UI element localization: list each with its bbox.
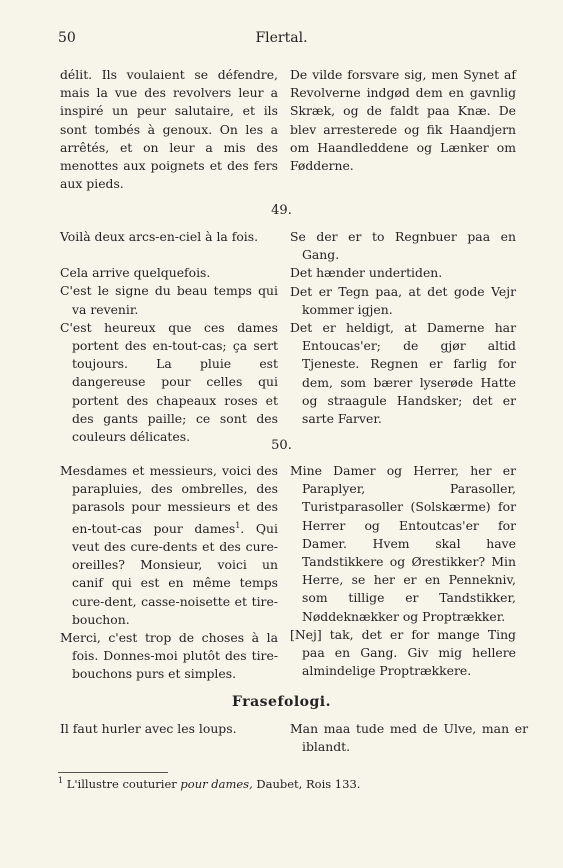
footnote-ref: 1	[235, 520, 241, 530]
section-number-49: 49.	[271, 203, 292, 218]
top-block-da: De vilde forsvare sig, men Synet af Revolverne indgød dem en gavnlig Skræk, og de faldt paa Knæ. De blev arresterede og fik Haandjern om Haandleddene og Lænker om Fødderne.	[290, 67, 516, 174]
footnote	[58, 776, 360, 791]
section-49-fr	[60, 228, 278, 446]
section-number-50: 50.	[271, 438, 292, 453]
s50-fr-text: Mesdames et messieurs, voici des parapluies, des ombrelles, des parasols pour messieurs et des en-tout-cas pour dames	[60, 463, 278, 536]
footnote-mark: 1	[58, 776, 64, 785]
s49-da-line: Det er heldigt, at Damerne har Entoucas'er; de gjør altid Tjeneste. Regnen er farlig for dem, som bærer lyserøde Hatte og straagule Handsker; det er sarte Farver.	[290, 320, 516, 427]
s49-fr-line: C'est heureux que ces dames portent des en-tout-cas; ça sert toujours. La pluie est dangereuse pour celles qui portent des chapeaux roses et des gants paille; ce sont des couleurs délicates.	[60, 319, 278, 445]
s49-da-line: Det er Tegn paa, at det gode Vejr kommer igjen.	[290, 283, 516, 317]
proverb-title: Frasefologi.	[232, 694, 331, 710]
footnote-text: L'illustre couturier	[66, 776, 177, 791]
s49-fr-line: Voilà deux arcs-en-ciel à la fois.	[60, 229, 259, 244]
proverb-da: Man maa tude med de Ulve, man er iblandt.	[290, 721, 528, 755]
s50-fr-para: Merci, c'est trop de choses à la fois. Donnes-moi plutôt des tire-bouchons purs et simples.	[60, 629, 278, 682]
footnote-italic: pour dames,	[180, 776, 253, 791]
s50-da-para: Mine Damer og Herrer, her er Paraplyer, Parasoller, Turistparasoller (Solskærme) for Herrer og Entoutcas'er for Damer. Hvem skal have Tandstikkere og Ørestikker? Min Herre, se her er en Pennekniv, som tillige er Tandstikker, Nøddeknækker og Proptrækker.	[290, 463, 516, 624]
s49-fr-line: C'est le signe du beau temps qui va revenir.	[60, 283, 278, 317]
proverb-fr: Il faut hurler avec les loups.	[60, 721, 237, 736]
running-head: Flertal.	[255, 30, 308, 46]
footnote-rule	[58, 772, 168, 773]
footnote-source: Daubet, Rois 133.	[256, 776, 361, 791]
s50-da-para: [Nej] tak, det er for mange Ting paa en Gang. Giv mig hellere almindelige Proptrækkere.	[290, 626, 516, 679]
section-50-da	[290, 462, 516, 680]
page-number: 50	[58, 30, 76, 46]
section-49-da	[290, 228, 516, 428]
s49-da-line: Det hænder undertiden.	[290, 265, 443, 281]
s49-da-line: Se der er to Regnbuer paa en Gang.	[290, 229, 516, 263]
s49-fr-line: Cela arrive quelquefois.	[60, 265, 211, 281]
top-block-fr: délit. Ils voulaient se défendre, mais la vue des revolvers leur a inspiré un peur salutaire, et ils sont tombés à genoux. On les a arrêtés, et on leur a mis des menottes aux poignets et des fers aux pieds.	[60, 67, 278, 192]
s50-fr-text-cont: . Qui veut des cure-dents et des cure-oreilles? Monsieur, voici un canif qui est en même temps cure-dent, casse-noisette et tire-bouchon.	[72, 520, 278, 627]
section-50-fr	[60, 462, 278, 684]
s50-fr-para	[60, 462, 278, 629]
